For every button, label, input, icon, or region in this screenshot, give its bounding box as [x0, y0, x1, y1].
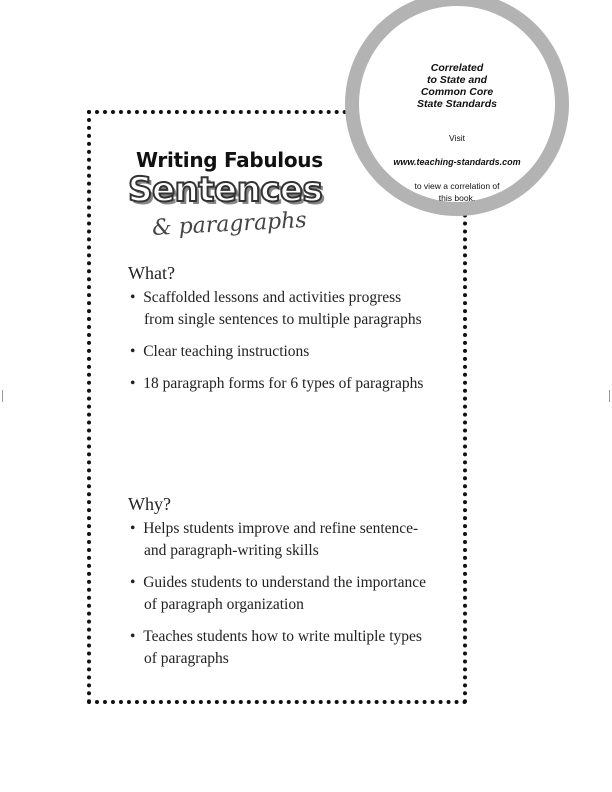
- logo-line-2: Sentences: [128, 170, 323, 210]
- why-list: [130, 518, 430, 680]
- logo-line-1: Writing Fabulous: [136, 148, 323, 172]
- what-heading: What?: [128, 263, 175, 283]
- book-logo: [128, 148, 348, 248]
- list-item: • Guides students to understand the importance of paragraph organization: [130, 572, 430, 616]
- seal-inner: [359, 6, 555, 202]
- seal-text: to view a correlation of this book.: [414, 181, 500, 203]
- logo-line-3: & paragraphs: [151, 207, 308, 242]
- list-item: • Scaffolded lessons and activities progress from single sentences to multiple paragraphs: [130, 287, 430, 331]
- seal-text-block: [359, 120, 555, 216]
- list-item: • Helps students improve and refine sentence- and paragraph-writing skills: [130, 518, 430, 562]
- seal-title: Correlated to State and Common Core State Standards: [417, 62, 497, 110]
- why-heading: Why?: [128, 494, 171, 514]
- crop-mark-right: [609, 390, 610, 402]
- seal-visit: Visit: [449, 133, 465, 143]
- what-list: [130, 287, 430, 405]
- list-item: • Teaches students how to write multiple types of paragraphs: [130, 626, 430, 670]
- list-item: • 18 paragraph forms for 6 types of paragraphs: [130, 373, 430, 395]
- seal-url-link[interactable]: www.teaching-standards.com: [393, 157, 521, 167]
- list-item: • Clear teaching instructions: [130, 341, 430, 363]
- crop-mark-left: [2, 390, 3, 402]
- standards-seal: [345, 0, 569, 216]
